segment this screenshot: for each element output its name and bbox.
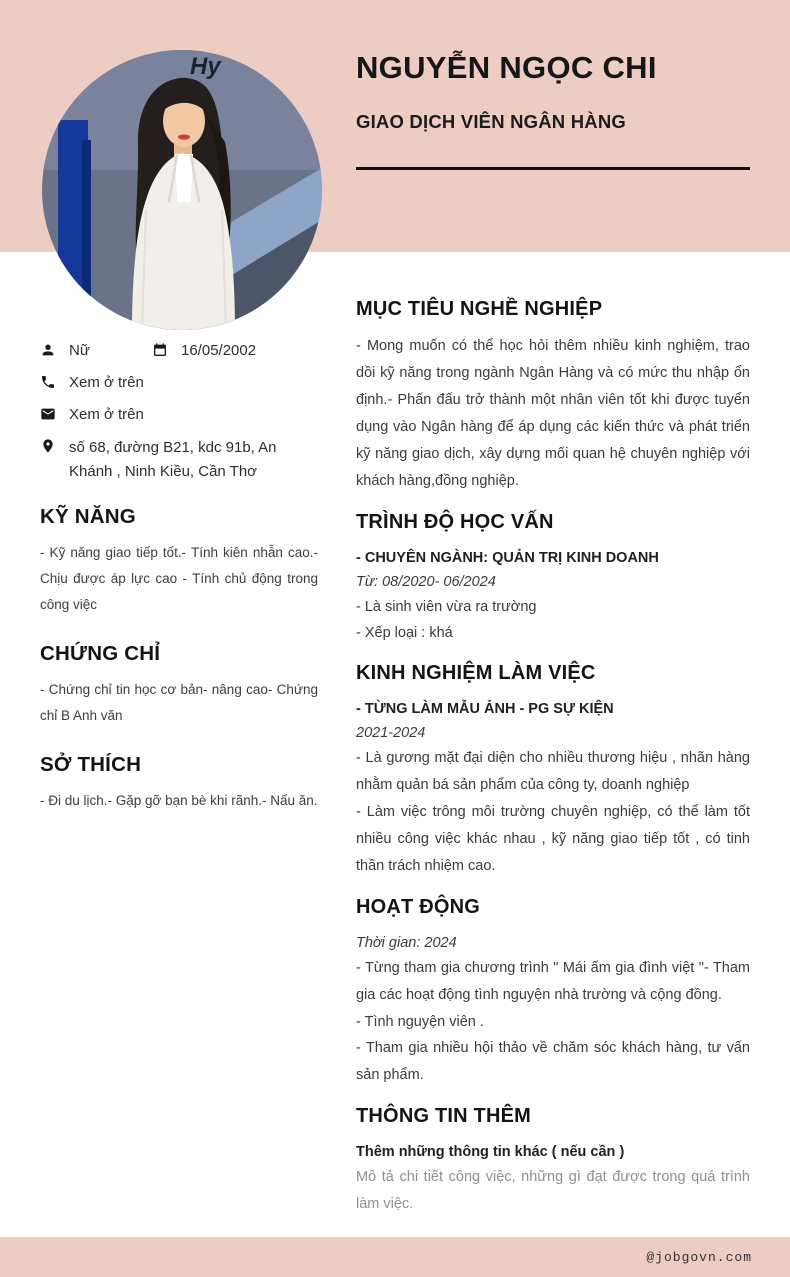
certificates-body: - Chứng chỉ tin học cơ bản- nâng cao- Chứng chỉ B Anh văn xyxy=(40,682,318,723)
experience-period: 2021-2024 xyxy=(356,725,426,741)
profile-photo-illustration xyxy=(42,50,322,330)
contact-info xyxy=(40,340,320,495)
section-education xyxy=(356,511,750,646)
section-heading-experience: KINH NGHIỆM LÀM VIỆC xyxy=(356,662,596,684)
additional-subheading: Thêm những thông tin khác ( nếu cần ) xyxy=(356,1144,625,1160)
section-additional-info xyxy=(356,1105,750,1218)
education-period: Từ: 08/2020- 06/2024 xyxy=(356,574,496,590)
section-heading-hobbies: SỞ THÍCH xyxy=(40,753,142,776)
skills-body: - Kỹ năng giao tiếp tốt.- Tính kiên nhẫn cao.- Chịu được áp lực cao - Tính chủ động trong công việc xyxy=(40,545,318,612)
right-column xyxy=(356,298,750,1234)
activities-paragraph: - Tình nguyện viên . xyxy=(356,1014,484,1030)
section-heading-additional-info: THÔNG TIN THÊM xyxy=(356,1105,532,1127)
education-line: - Xếp loại : khá xyxy=(356,625,453,641)
education-line: - Là sinh viên vừa ra trường xyxy=(356,599,537,615)
experience-paragraph: - Làm việc trông môi trường chuyên nghiệp, có thể làm tốt nhiều công việc khác nhau , kỹ năng giao tiếp tốt , có tinh thần trách nhiệm cao. xyxy=(356,804,750,874)
address-value: số 68, đường B21, kdc 91b, An Khánh , Ninh Kiều, Cần Thơ xyxy=(69,439,277,480)
section-heading-skills: KỸ NĂNG xyxy=(40,505,136,528)
svg-text:Hy: Hy xyxy=(190,53,221,80)
watermark-text: @jobgovn.com xyxy=(646,1249,752,1265)
objective-body: - Mong muốn có thể học hỏi thêm nhiều kinh nghiệm, trao dồi kỹ năng trong ngành Ngân Hàng và có mức thu nhập ổn định.- Phấn đấu trở thành một nhân viên tốt khi được tuyển dụng vào Ngân hàng để áp dụng các kiến thức và phát triển kỹ năng giao dịch, xây dựng mối quan hệ chuyên nghiệp với khách hàng,đồng nghiệp. xyxy=(356,338,750,489)
contact-row-phone xyxy=(40,372,320,393)
dob-value: 16/05/2002 xyxy=(181,342,257,359)
person-icon xyxy=(40,342,56,358)
calendar-icon xyxy=(152,342,168,358)
education-major: - CHUYÊN NGÀNH: QUẢN TRỊ KINH DOANH xyxy=(356,550,659,566)
contact-row-gender-dob xyxy=(40,340,320,361)
profile-photo xyxy=(42,50,322,330)
section-heading-objective: MỤC TIÊU NGHỀ NGHIỆP xyxy=(356,298,603,320)
activities-paragraph: - Từng tham gia chương trình " Mái ấm gia đình việt "- Tham gia các hoạt động tình nguyện nhà trường và cộng đồng. xyxy=(356,960,750,1003)
phone-icon xyxy=(40,374,56,390)
email-value: Xem ở trên xyxy=(69,406,144,423)
location-pin-icon xyxy=(40,438,56,454)
activities-paragraph: - Tham gia nhiều hội thảo về chăm sóc khách hàng, tư vấn sản phẩm. xyxy=(356,1040,750,1083)
footer-watermark-bar xyxy=(0,1237,790,1277)
experience-role: - TỪNG LÀM MẪU ẢNH - PG SỰ KIỆN xyxy=(356,701,614,717)
gender-value: Nữ xyxy=(69,342,90,359)
hobbies-body: - Đi du lịch.- Gặp gỡ bạn bè khi rãnh.- Nấu ăn. xyxy=(40,793,318,808)
header-divider xyxy=(356,167,750,170)
phone-value: Xem ở trên xyxy=(69,374,144,391)
email-icon xyxy=(40,406,56,422)
section-heading-education: TRÌNH ĐỘ HỌC VẤN xyxy=(356,511,554,533)
section-heading-certificates: CHỨNG CHỈ xyxy=(40,642,161,665)
section-objective xyxy=(356,298,750,495)
gender-field xyxy=(40,340,152,361)
left-column xyxy=(40,505,318,838)
section-activities xyxy=(356,896,750,1089)
header-block xyxy=(356,52,750,170)
dob-field xyxy=(152,340,256,361)
contact-row-email xyxy=(40,404,320,425)
additional-note: Mô tả chi tiết công việc, những gì đạt được trong quá trình làm việc. xyxy=(356,1169,750,1212)
job-title: GIAO DỊCH VIÊN NGÂN HÀNG xyxy=(356,111,626,132)
candidate-name: NGUYỄN NGỌC CHI xyxy=(356,50,657,85)
section-experience xyxy=(356,662,750,880)
experience-paragraph: - Là gương mặt đại diện cho nhiều thương hiệu , nhãn hàng nhằm quản bá sản phẩm của công ty, doanh nghiệp xyxy=(356,750,750,793)
activities-period: Thời gian: 2024 xyxy=(356,935,457,951)
section-heading-activities: HOẠT ĐỘNG xyxy=(356,896,481,918)
contact-row-address xyxy=(40,436,320,484)
